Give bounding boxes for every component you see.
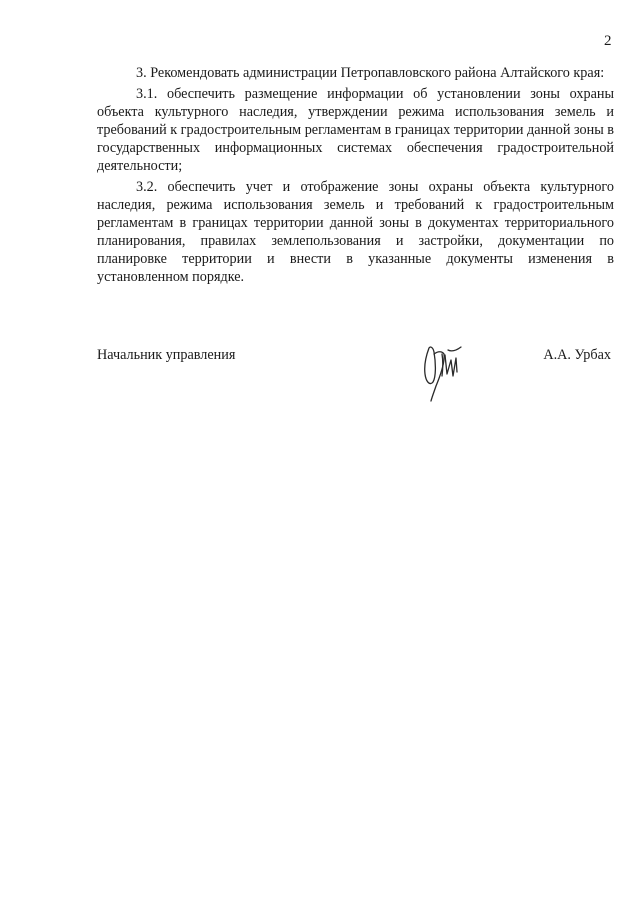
- paragraph-item-3-2: 3.2. обеспечить учет и отображение зоны охраны объекта культурного наследия, режима использования земель и требований к градостроительным регламентам в границах территории данной зоны в документах территориального планирования, правилах землепользования и застройки, документации по планировке территории и внести в указанные документы изменения в установленном порядке.: [97, 178, 614, 286]
- paragraph-recommendation: 3. Рекомендовать администрации Петропавловского района Алтайского края:: [136, 65, 605, 81]
- page-number: 2: [604, 33, 612, 49]
- signature-block: [97, 342, 611, 412]
- paragraph-item-3-1: 3.1. обеспечить размещение информации об установлении зоны охраны объекта культурного наследия, утверждении режима использования земель и требований к градостроительным регламентам в границах территории данной зоны в государственных информационных системах обеспечения градостроительной деятельности;: [97, 85, 614, 174]
- signatory-name: А.А. Урбах: [543, 347, 611, 363]
- signatory-position: Начальник управления: [97, 347, 236, 363]
- document-body: [97, 64, 614, 289]
- handwritten-signature-icon: [420, 342, 464, 404]
